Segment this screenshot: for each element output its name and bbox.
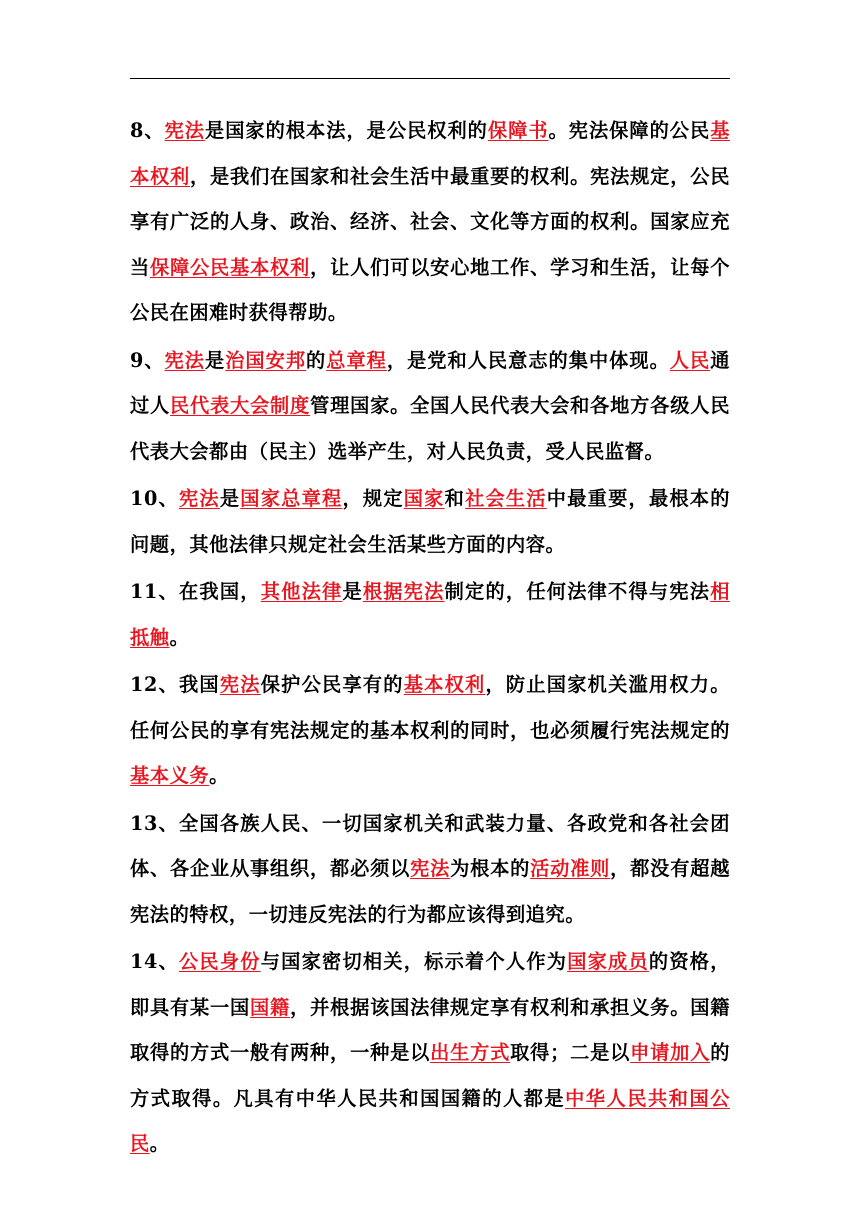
paragraph-text: 与国家密切相关，标示着个人作为 (260, 950, 568, 973)
key-term: 社会生活 (465, 487, 547, 510)
paragraph-text: 保护公民享有的 (260, 673, 404, 696)
paragraph-text: 取得；二是以 (510, 1041, 631, 1064)
key-term: 申请加入 (630, 1041, 711, 1064)
key-term: 国籍 (250, 995, 291, 1019)
key-term: 治国安邦 (225, 348, 307, 372)
paragraph-text: 管理国家。全国人民代表大会和各地方各级人民代表大会都由（民主）选举产生，对人民负责，受人民监督。 (130, 394, 731, 463)
paragraph-item-10 (130, 476, 730, 567)
document-body (130, 108, 730, 1169)
paragraph-text: 制定的，任何法律不得与宪法 (444, 580, 711, 603)
paragraph-item-14 (130, 939, 730, 1167)
paragraph-text: 中最重要，最根本的问题，其他法律只规定社会生活某些方面的内容。 (130, 487, 731, 556)
key-term: 出生方式 (430, 1041, 511, 1064)
paragraph-text: ，都没有超越宪法的特权，一切违反宪法的行为都应该得到追究。 (130, 857, 730, 926)
paragraph-text: 。宪法保障的公民 (548, 119, 711, 142)
key-term: 基本权利 (403, 673, 486, 696)
paragraph-text: 。 (169, 625, 190, 649)
key-term: 其他法律 (260, 580, 343, 603)
paragraph-text: 通过人 (130, 348, 730, 417)
paragraph-item-13 (130, 801, 730, 938)
paragraph-item-9 (130, 338, 730, 475)
key-term: 宪法 (410, 857, 451, 880)
key-term: 基本权利 (130, 119, 730, 188)
key-term: 宪法 (164, 348, 205, 372)
key-term: 基本义务 (130, 764, 210, 787)
paragraph-text: 。 (149, 1132, 170, 1155)
key-term: 总章程 (326, 348, 387, 372)
paragraph-text: ，防止国家机关滥用权力。任何公民的享有宪法规定的基本权利的同时，也必须履行宪法规定的 (130, 673, 731, 742)
paragraph-text: ，是我们在国家和社会生活中最重要的权利。宪法规定，公民享有广泛的人身、政治、经济、社会、文化等方面的权利。国家应充当 (130, 164, 730, 279)
paragraph-text: 为根本的 (450, 857, 531, 880)
paragraph-text: 是 (205, 348, 226, 372)
key-term: 国家成员 (567, 950, 649, 973)
key-term: 公民身份 (178, 950, 261, 973)
paragraph-item-12 (130, 662, 730, 799)
paragraph-text: 是 (342, 580, 363, 603)
key-term: 国家总章程 (240, 487, 343, 510)
paragraph-text: 9、 (130, 348, 165, 372)
paragraph-text: 。 (209, 764, 229, 787)
key-term: 相抵触 (130, 580, 731, 649)
key-term: 宪法 (219, 673, 261, 696)
paragraph-text: 的资格，即具有某一国 (130, 950, 731, 1019)
paragraph-text: ，让人们可以安心地工作、学习和生活，让每个公民在困难时获得帮助。 (130, 255, 730, 324)
paragraph-text: 13、全国各族人民、一切国家机关和武装力量、各政党和各社会团体、各企业从事组织，都必须以 (130, 811, 730, 880)
paragraph-text: 8、 (130, 119, 165, 142)
key-term: 活动准则 (530, 857, 611, 880)
key-term: 宪法 (178, 487, 220, 510)
key-term: 人民 (669, 348, 711, 372)
paragraph-text: 14、 (130, 950, 179, 973)
paragraph-item-11 (130, 569, 730, 660)
paragraph-text: 是国家的根本法，是公民权利的 (205, 119, 488, 142)
header-rule (130, 78, 730, 79)
key-term: 保障公民基本权利 (150, 255, 311, 279)
key-term: 保障书 (487, 119, 549, 142)
paragraph-text: 和 (444, 487, 466, 510)
paragraph-text: 12、我国 (130, 673, 220, 696)
paragraph-text: 10、 (130, 487, 179, 510)
paragraph-text: 的方式取得。凡具有中华人民共和国国籍的人都是 (130, 1041, 730, 1110)
paragraph-text: 是 (219, 487, 241, 510)
paragraph-text: ，规定 (342, 487, 404, 510)
key-term: 根据宪法 (362, 580, 445, 603)
paragraph-item-8 (130, 108, 730, 336)
key-term: 国家 (403, 487, 445, 510)
paragraph-text: 11、在我国， (130, 580, 261, 603)
paragraph-text: 的 (306, 348, 327, 372)
key-term: 宪法 (164, 119, 205, 142)
paragraph-text: ，并根据该国法律规定享有权利和承担义务。国籍取得的方式一般有两种，一种是以 (130, 995, 730, 1064)
paragraph-text: ，是党和人民意志的集中体现。 (386, 348, 670, 372)
key-term: 中华人民共和国公民 (130, 1086, 730, 1155)
key-term: 民代表大会制度 (170, 394, 311, 417)
